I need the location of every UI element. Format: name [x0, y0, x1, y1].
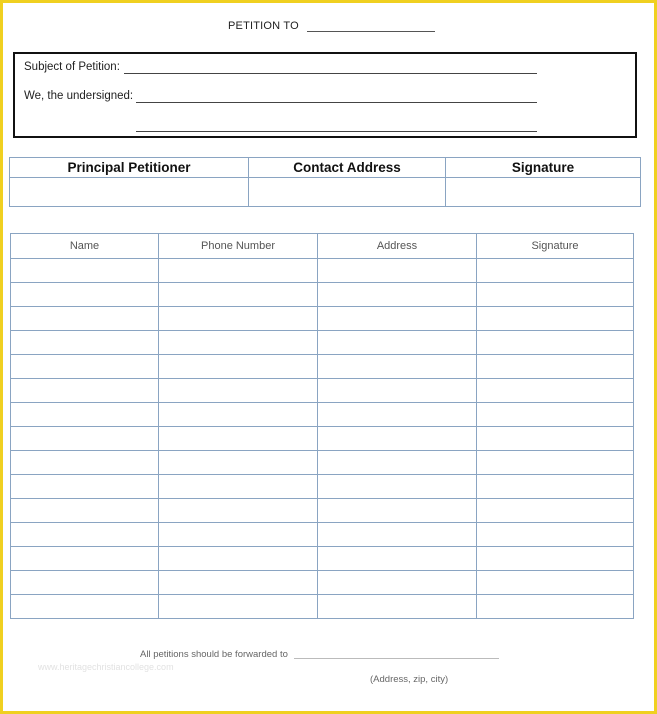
address-cell[interactable] [318, 307, 477, 331]
signature-cell[interactable] [477, 451, 634, 475]
forward-text: All petitions should be forwarded to [140, 649, 288, 660]
name-cell[interactable] [11, 403, 159, 427]
signature-cell[interactable] [477, 307, 634, 331]
signature-cell[interactable] [477, 259, 634, 283]
address-cell[interactable] [318, 475, 477, 499]
principal-petitioner-table [9, 157, 641, 207]
signature-cell[interactable] [477, 379, 634, 403]
table-row [11, 283, 634, 307]
principal-signature-cell[interactable] [446, 178, 641, 207]
signature-cell[interactable] [477, 547, 634, 571]
phone-cell[interactable] [159, 523, 318, 547]
table-row [11, 547, 634, 571]
signature-cell[interactable] [477, 571, 634, 595]
name-cell[interactable] [11, 499, 159, 523]
table-row [11, 499, 634, 523]
phone-cell[interactable] [159, 547, 318, 571]
signature-header: Signature [477, 234, 634, 259]
table-row [11, 355, 634, 379]
subject-label: Subject of Petition: [24, 61, 120, 73]
principal-row [10, 178, 641, 207]
table-row [11, 259, 634, 283]
name-cell[interactable] [11, 283, 159, 307]
name-cell[interactable] [11, 451, 159, 475]
address-cell[interactable] [318, 595, 477, 619]
forward-address-blank[interactable] [294, 658, 499, 659]
phone-cell[interactable] [159, 331, 318, 355]
phone-cell[interactable] [159, 427, 318, 451]
table-row [11, 523, 634, 547]
name-cell[interactable] [11, 547, 159, 571]
signature-cell[interactable] [477, 283, 634, 307]
signature-cell[interactable] [477, 475, 634, 499]
phone-cell[interactable] [159, 595, 318, 619]
principal-name-cell[interactable] [10, 178, 249, 207]
address-header: Address [318, 234, 477, 259]
signature-cell[interactable] [477, 403, 634, 427]
table-row [11, 331, 634, 355]
undersigned-label: We, the undersigned: [24, 90, 134, 102]
signature-cell[interactable] [477, 595, 634, 619]
phone-header: Phone Number [159, 234, 318, 259]
table-row [11, 379, 634, 403]
table-row [11, 595, 634, 619]
table-row [11, 403, 634, 427]
name-cell[interactable] [11, 427, 159, 451]
signature-cell[interactable] [477, 523, 634, 547]
address-cell[interactable] [318, 403, 477, 427]
watermark: www.heritagechristiancollege.com [38, 662, 174, 672]
petition-to-blank[interactable] [307, 31, 435, 32]
petition-title: PETITION TO [228, 20, 299, 32]
name-cell[interactable] [11, 307, 159, 331]
phone-cell[interactable] [159, 499, 318, 523]
table-row [11, 427, 634, 451]
address-cell[interactable] [318, 355, 477, 379]
phone-cell[interactable] [159, 259, 318, 283]
table-row [11, 571, 634, 595]
contact-address-header: Contact Address [249, 158, 446, 178]
principal-petitioner-header: Principal Petitioner [10, 158, 249, 178]
phone-cell[interactable] [159, 283, 318, 307]
signature-cell[interactable] [477, 499, 634, 523]
name-header: Name [11, 234, 159, 259]
principal-signature-header: Signature [446, 158, 641, 178]
address-cell[interactable] [318, 547, 477, 571]
undersigned-line-1[interactable] [136, 102, 537, 103]
phone-cell[interactable] [159, 475, 318, 499]
phone-cell[interactable] [159, 379, 318, 403]
address-hint: (Address, zip, city) [370, 674, 449, 685]
petition-header [228, 20, 435, 32]
subject-box [13, 52, 637, 138]
phone-cell[interactable] [159, 403, 318, 427]
table-row [11, 475, 634, 499]
table-row [11, 307, 634, 331]
address-cell[interactable] [318, 451, 477, 475]
name-cell[interactable] [11, 331, 159, 355]
name-cell[interactable] [11, 571, 159, 595]
undersigned-line-2[interactable] [136, 131, 537, 132]
principal-address-cell[interactable] [249, 178, 446, 207]
signature-cell[interactable] [477, 427, 634, 451]
name-cell[interactable] [11, 259, 159, 283]
phone-cell[interactable] [159, 307, 318, 331]
signature-cell[interactable] [477, 331, 634, 355]
subject-line[interactable] [124, 73, 537, 74]
address-cell[interactable] [318, 499, 477, 523]
name-cell[interactable] [11, 595, 159, 619]
address-cell[interactable] [318, 523, 477, 547]
address-cell[interactable] [318, 283, 477, 307]
name-cell[interactable] [11, 379, 159, 403]
forward-instruction [140, 649, 499, 660]
name-cell[interactable] [11, 355, 159, 379]
signatures-table [10, 233, 634, 619]
address-cell[interactable] [318, 379, 477, 403]
phone-cell[interactable] [159, 355, 318, 379]
phone-cell[interactable] [159, 451, 318, 475]
name-cell[interactable] [11, 523, 159, 547]
address-cell[interactable] [318, 427, 477, 451]
address-cell[interactable] [318, 259, 477, 283]
signature-cell[interactable] [477, 355, 634, 379]
name-cell[interactable] [11, 475, 159, 499]
phone-cell[interactable] [159, 571, 318, 595]
address-cell[interactable] [318, 571, 477, 595]
address-cell[interactable] [318, 331, 477, 355]
table-row [11, 451, 634, 475]
